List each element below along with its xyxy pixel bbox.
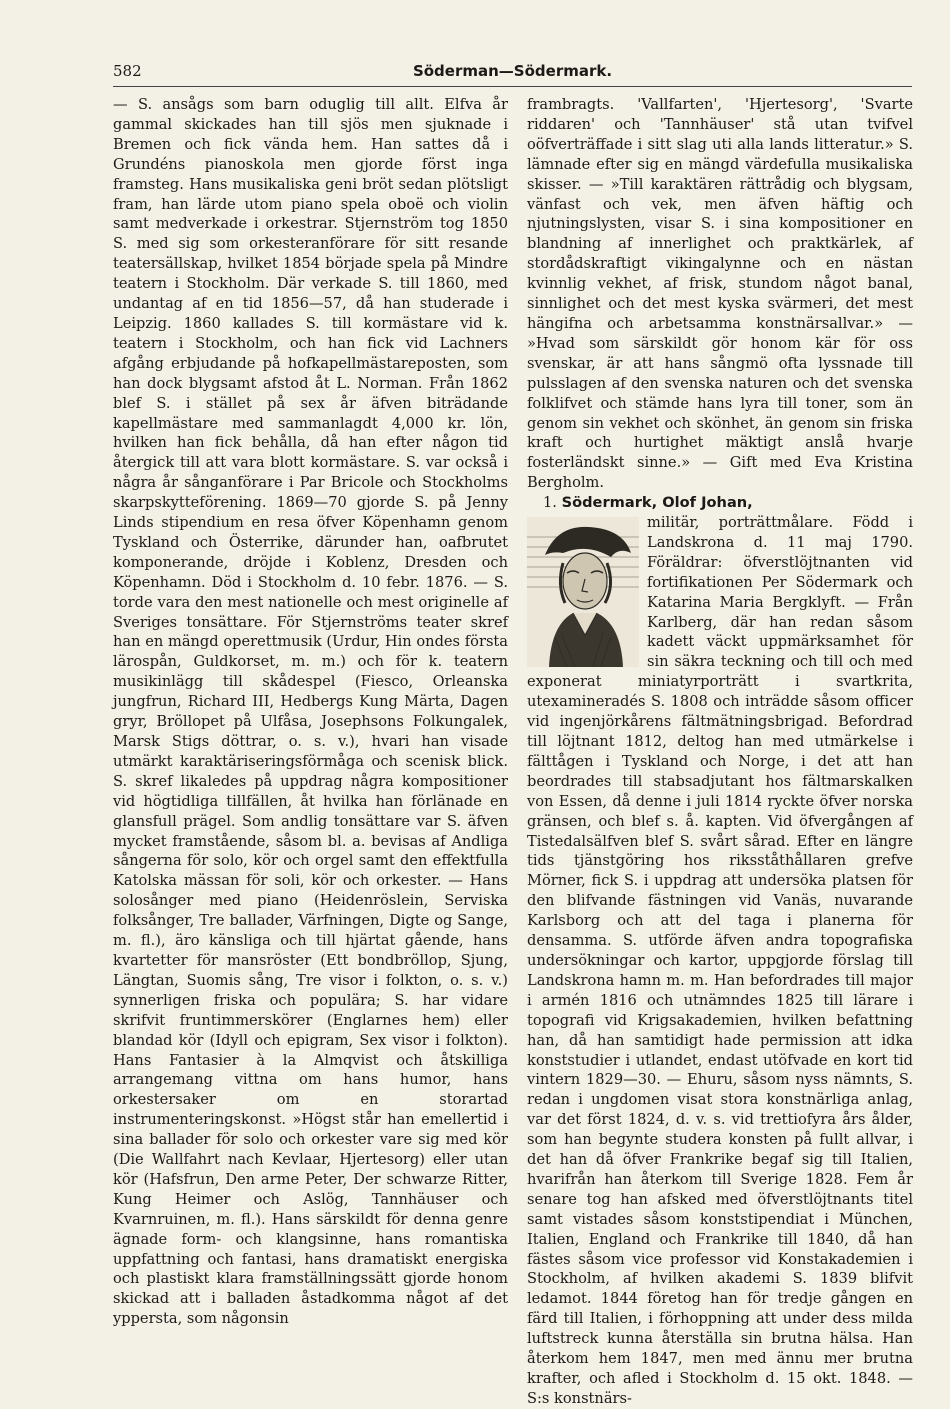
- entry-sodermark: [527, 493, 913, 513]
- page-number: 582: [113, 62, 142, 80]
- right-column: [527, 95, 913, 1409]
- page-header: [113, 62, 912, 87]
- left-column-text: — S. ansågs som barn oduglig till allt. Elfva år gammal skickades han till sjös men sjuknade i Bremen och fick vända hem. Han sattes då i Grundéns pianoskola men gjorde först inga framsteg. Hans musikaliska geni bröt sedan plötsligt fram, han lärde utom piano spela oboë och violin samt medverkade i orkestrar. Stjernström tog 1850 S. med sig som orkesteranförare för sitt resande teatersällskap, hvilket 1854 började spela på Mindre teatern i Stockholm. Där verkade S. till 1860, med undantag af en tid 1856—57, då han studerade i Leipzig. 1860 kallades S. till kormästare vid k. teatern i Stockholm, och han fick vid Lachners afgång erbjudande på hofkapellmästareposten, som han dock blygsamt afstod åt L. Norman. Från 1862 blef S. i stället på sex år äfven biträdande kapellmästare med sammanlagdt 4,000 kr. lön, hvilken han fick behålla, då han efter någon tid återgick till att vara blott kormästare. S. var också i några år sånganförare i Par Bricole och Stockholms skarpskytteförening. 1869—70 gjorde S. på Jenny Linds stipendium en resa öfver Köpenhamn genom Tyskland och Österrike, därunder han, oafbrutet komponerande, dröjde i Koblenz, Dresden och Köpenhamn. Död i Stockholm d. 10 febr. 1876. — S. torde vara den mest nationelle och mest originelle af Sveriges tonsättare. För Stjernströms teater skref han en mängd operettmusik (Urdur, Hin ondes första lärospån, Guldkorset, m. m.) och för k. teatern musikinlägg till skådespel (Fiesco, Orleanska jungfrun, Richard III, Hedbergs Kung Märta, Dagen gryr, Bröllopet på Ulfåsa, Josephsons Folkungalek, Marsk Stigs döttrar, o. s. v.), hvari han visade utmärkt karaktäriseringsförmåga och scenisk blick. S. skref likaledes på uppdrag några kompositioner vid högtidliga tillfällen, åt hvilka han förlänade en glansfull prägel. Som andlig tonsättare var S. äfven mycket framstående, såsom bl. a. bevisas af Andliga sångerna för solo, kör och orgel samt den effektfulla Katolska mässan för soli, kör och orkester. — Hans solosånger med piano (Heidenröslein, Serviska folksånger, Tre ballader, Värfningen, Digte og Sange, m. fl.), äro känsliga och till hjärtat gående, hans kvartetter för mansröster (Ett bondbröllop, Sjung, Längtan, Suomis sång, Tre visor i folkton, o. s. v.) synnerligen friska och populära; S. har vidare skrifvit fruntimmerskörer (Englarnes hem) eller blandad kör (Idyll och epigram, Sex visor i folkton). Hans Fantasier à la Almqvist och åtskilliga arrangemang vittna om hans humor, hans orkestersaker om en storartad instrumenteringskonst. »Högst står han emellertid i sina ballader för solo och orkester vare sig med kör (Die Wallfahrt nach Kevlaar, Hjertesorg) eller utan kör (Hafsfrun, Den arme Peter, Der schwarze Ritter, Kung Heimer och Aslög, Tannhäuser och Kvarnruinen, m. fl.). Hans särskildt för denna genre ägnade form- och klangsinne, hans romantiska uppfattning och fantasi, hans dramatiskt energiska och plastiskt klara framställningssätt gjorde honom skickad att i balladen åstadkomma något af det yppersta, som någonsin: [113, 96, 508, 1328]
- running-head: Söderman—Södermark.: [412, 62, 613, 80]
- right-column-continuation: frambragts. 'Vallfarten', 'Hjertesorg', 'Svarte riddaren' och 'Tannhäuser' stå utan tvifvel oöfverträffade i sitt slag uti alla lands litteratur.» S. lämnade efter sig en mängd värdefulla musikaliska skisser. — »Till karaktären rättrådig och blygsam, vänfast och vek, men äfven häftig och njutningslysten, visar S. i sina kompositioner en blandning af innerlighet och praktkärlek, af stordådskraftigt vikingalynne och en nästan kvinnlig vekhet, af frisk, stundom något banal, sinnlighet och det mest kyska svärmeri, det mest hängifna och arbetsamma konstnärsallvar.» — »Hvad som särskildt gör honom kär för oss svenskar, är att hans sångmö ofta lyssnade till pulsslagen af den svenska naturen och det svenska folklifvet och stämde hans lyra till toner, som än genom sin vekhet och skönhet, än genom sin friska kraft och hurtighet mäktigt anslå hvarje fosterländskt sinne.» — Gift med Eva Kristina Bergholm.: [527, 96, 913, 492]
- entry-name: Södermark, Olof Johan,: [561, 494, 753, 512]
- left-column: [113, 95, 508, 1329]
- portrait-engraving-icon: [527, 517, 639, 667]
- entry-text: militär, porträttmålare. Född i Landskrona d. 11 maj 1790. Föräldrar: öfverstlöjtnanten vid fortifikationen Per Södermark och Katarina Maria Bergklyft. — Från Karlberg, där han redan såsom kadett väckt uppmärksamhet för sin säkra teckning och till och med exponerat miniatyrporträtt i svartkrita, utexamineradés S. 1808 och inträdde såsom officer vid ingenjörkårens fältmätningsbrigad. Befordrad till löjtnant 1812, deltog han med utmärkelse i fälttågen i Tyskland och Norge, i det att han beordrades till stabsadjutant hos fältmarskalken von Essen, då denne i juli 1814 ryckte öfver norska gränsen, och blef s. å. kapten. Vid öfvergången af Tistedalsälfven blef S. svårt sårad. Efter en längre tids tjänstgöring hos riksståthållaren grefve Mörner, fick S. i uppdrag att undersöka platsen för den blifvande fästningen vid Vanäs, nuvarande Karlsborg och att del taga i planerna för densamma. S. utförde äfven andra topografiska undersökningar och kartor, uppgjorde förslag till Landskrona hamn m. m. Han befordrades till major i armén 1816 och utnämndes 1825 till lärare i topografi vid Krigsakademien, hvilken befattning han, då han samtidigt hade permission att idka konststudier i utlandet, endast utöfvade en kort tid vintern 1829—30. — Ehuru, såsom nyss nämnts, S. redan i ungdomen visat stora konstnärliga anlag, var det först 1824, d. v. s. vid trettiofyra års ålder, som han begynte studera konsten på fullt allvar, i det han då öfver Frankrike begaf sig till Italien, hvarifrån han återkom till Sverige 1828. Fem år senare tog han afsked med öfverstlöjtnants titel samt vistades såsom konststipendiat i München, Italien, England och Frankrike till 1840, då han fästes såsom vice professor vid Konstakademien i Stockholm, af hvilken akademi S. 1839 blifvit ledamot. 1844 företog han för tredje gången en färd till Italien, i förhoppning att under dess milda luftstreck kunna återställa sin brutna hälsa. Han återkom hem 1847, men med ännu mer brutna krafter, och afled i Stockholm d. 15 okt. 1848. — S:s konstnärs-: [527, 514, 913, 1407]
- entry-number: 1.: [543, 494, 557, 512]
